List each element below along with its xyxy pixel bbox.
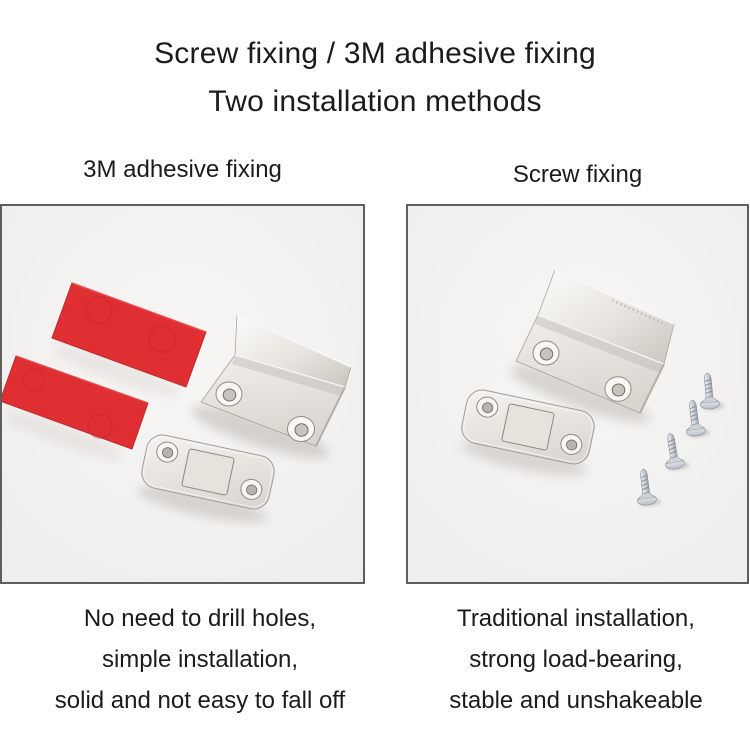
- title-line-2: Two installation methods: [208, 85, 542, 118]
- caption-line: solid and not easy to fall off: [54, 687, 346, 714]
- screw-caption: [402, 598, 750, 721]
- screw-photo: [408, 206, 747, 582]
- adhesive-caption: [5, 598, 395, 721]
- screw-photo-panel: [406, 204, 749, 584]
- caption-line: strong load-bearing,: [469, 646, 683, 673]
- title-line-1: Screw fixing / 3M adhesive fixing: [154, 37, 596, 70]
- caption-line: Traditional installation,: [457, 605, 695, 632]
- section-label-adhesive: 3M adhesive fixing: [83, 156, 282, 183]
- caption-line: No need to drill holes,: [83, 605, 317, 632]
- caption-line: simple installation,: [101, 646, 299, 673]
- caption-line: stable and unshakeable: [449, 687, 703, 714]
- adhesive-photo-panel: [0, 204, 365, 584]
- adhesive-photo: [2, 206, 363, 582]
- section-label-screw: Screw fixing: [512, 161, 643, 188]
